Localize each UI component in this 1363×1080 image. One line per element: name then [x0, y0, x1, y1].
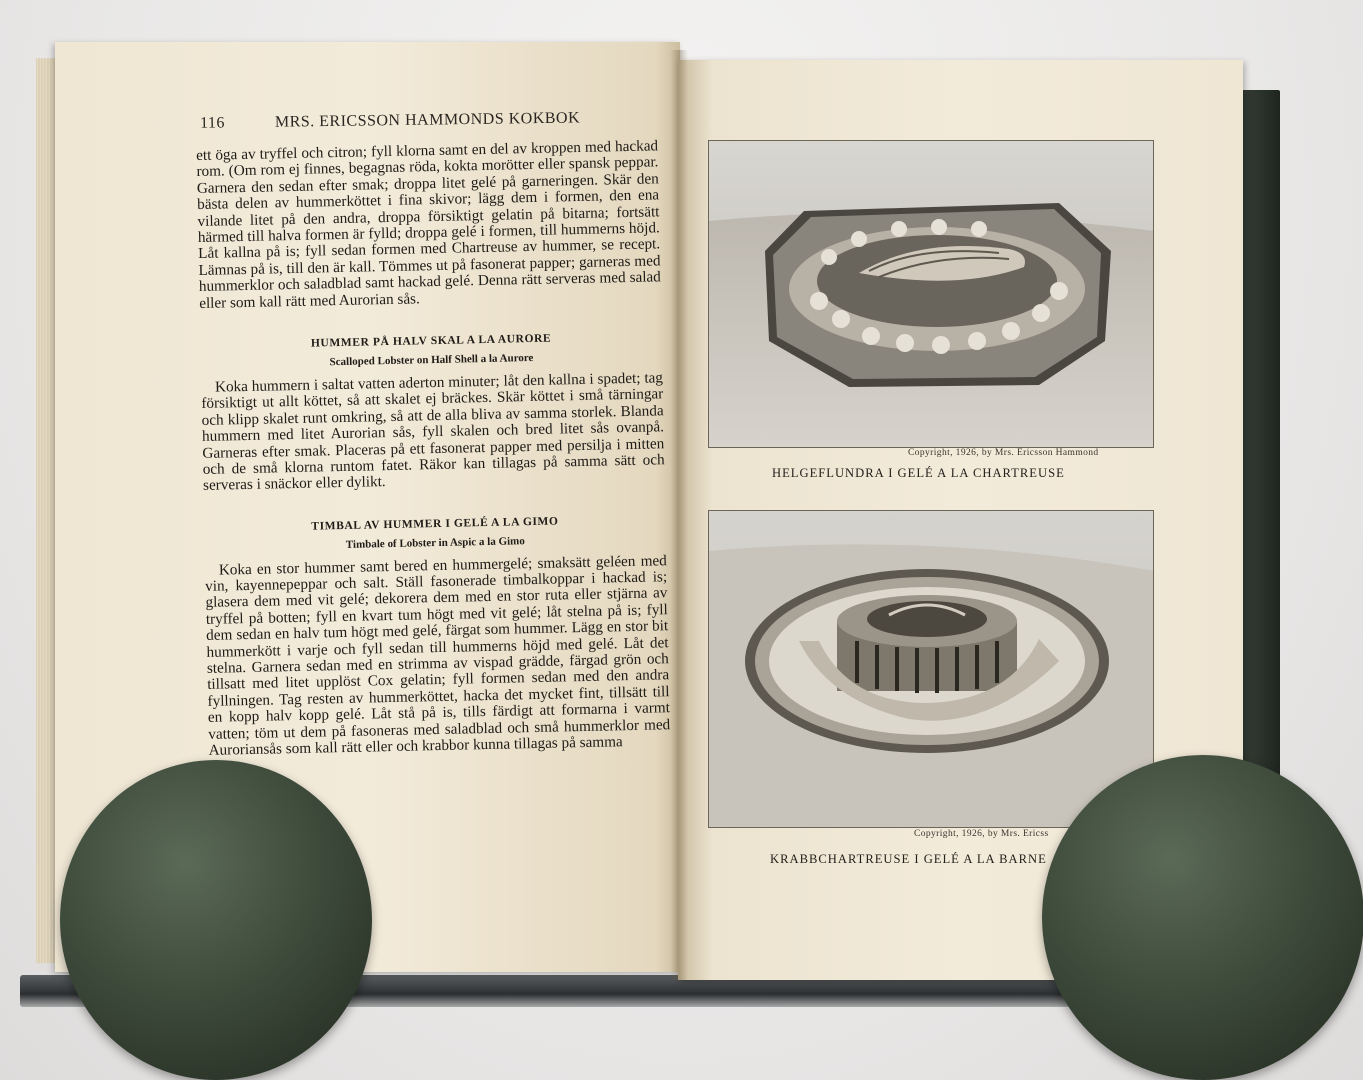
crab-photo: [709, 511, 1154, 828]
book-title: MRS. ERICSSON HAMMONDS KOKBOK: [274, 109, 581, 131]
recipe-paragraph: Koka en stor hummer samt bered en hummergelé; smaksätt geléen med vin, kayennepeppar och salt. Ställ fasonerade timbalkoppar i hackad is; glasera dem med vit gelé; dekorera dem med en stor ruta eller stjärna av tryffel på botten; fyll en kvart tum högt med vit gelé; låt stelna på is; fyll dem sedan en halv tum högt med gelé, färgat som hummer. Lägg en stor bit hummerkött i varje och fyll sedan till hummerns höjd med gelé. Låt det stelna. Garnera sedan med en strimma av vispad grädde, färgad grön och tillsatt med litet upplöst Cox gelatin; fyll formen sedan med den andra fyllningen. Tag resten av hummerköttet, hacka det mycket fint, tillsätt till en kopp halv kopp gelé. Låt stå på is, tills färdigt att formarna i varmt vatten; töm ut dem på fasoneras med saladblad och små hummerklor med Auroriansås som kall rätt eller och krabbor kunna tillagas på samma: [205, 551, 671, 759]
recipe-subtitle: Timbale of Lobster in Aspic a la Gimo: [345, 535, 525, 552]
recipe-title: TIMBAL AV HUMMER I GELÉ A LA GIMO: [311, 515, 559, 533]
book-gutter: [670, 50, 688, 980]
photo-caption: KRABBCHARTREUSE I GELÉ A LA BARNE: [770, 852, 1047, 866]
photo-plate-halibut: [708, 140, 1154, 448]
photo-credit: Copyright, 1926, by Mrs. Ericsson Hammond: [908, 448, 1099, 458]
photo-credit: Copyright, 1926, by Mrs. Ericss: [914, 829, 1049, 839]
photo-caption: HELGEFLUNDRA I GELÉ A LA CHARTREUSE: [772, 466, 1065, 480]
green-ball-left: [60, 760, 372, 1080]
halibut-photo: [709, 141, 1154, 448]
recipe-paragraph: Koka hummern i saltat vatten aderton minuter; låt den kallna i spadet; tag försiktigt ut allt köttet, så att skalet ej bräckes. Skär köttet i små tärningar och klipp skalet runt omkring, så att de alla bliva av samma storlek. Blanda hummern med litet Aurorian sås, fyll skalen och bred litet sås ovanpå. Garneras efter smak. Placeras på ett fasonerat papper med persilja i mitten och de små klorna runtom fatet. Räkor kan tillagas på samma sätt och serveras i snäckor eller dylikt.: [201, 369, 665, 495]
page-number: 116: [199, 114, 226, 132]
recipe-subtitle: Scalloped Lobster on Half Shell a la Aurore: [329, 352, 534, 369]
green-ball-right: [1042, 755, 1363, 1080]
recipe-title: HUMMER PÅ HALV SKAL A LA AURORE: [310, 332, 552, 350]
continuation-paragraph: ett öga av tryffel och citron; fyll klorna samt en del av kroppen med hackad rom. (Om rom ej finnes, begagnas röda, kokta morötter eller spansk peppar. Garnera den sedan efter smak; droppa litet gelé på garneringen. Skär den bästa delen av hummerköttet i fina skivor; lägg dem i formen, den ena vilande litet på den andra, droppa försiktigt gelatin på bitarna; fortsätt härmed till halva formen är fylld; droppa gelé i formen, till hummerns höjd. Låt kallna på is; fyll sedan formen med Chartreuse av hummer, se recept. Lämnas på is, till den är kall. Tömmes ut på fasonerat papper; garneras med hummerklor och saladblad samt hackad gelé. Denna rätt serveras med salad eller som kall rätt med Aurorian sås.: [195, 137, 661, 312]
left-page-text: [196, 138, 671, 759]
photo-plate-crab: [708, 510, 1154, 828]
